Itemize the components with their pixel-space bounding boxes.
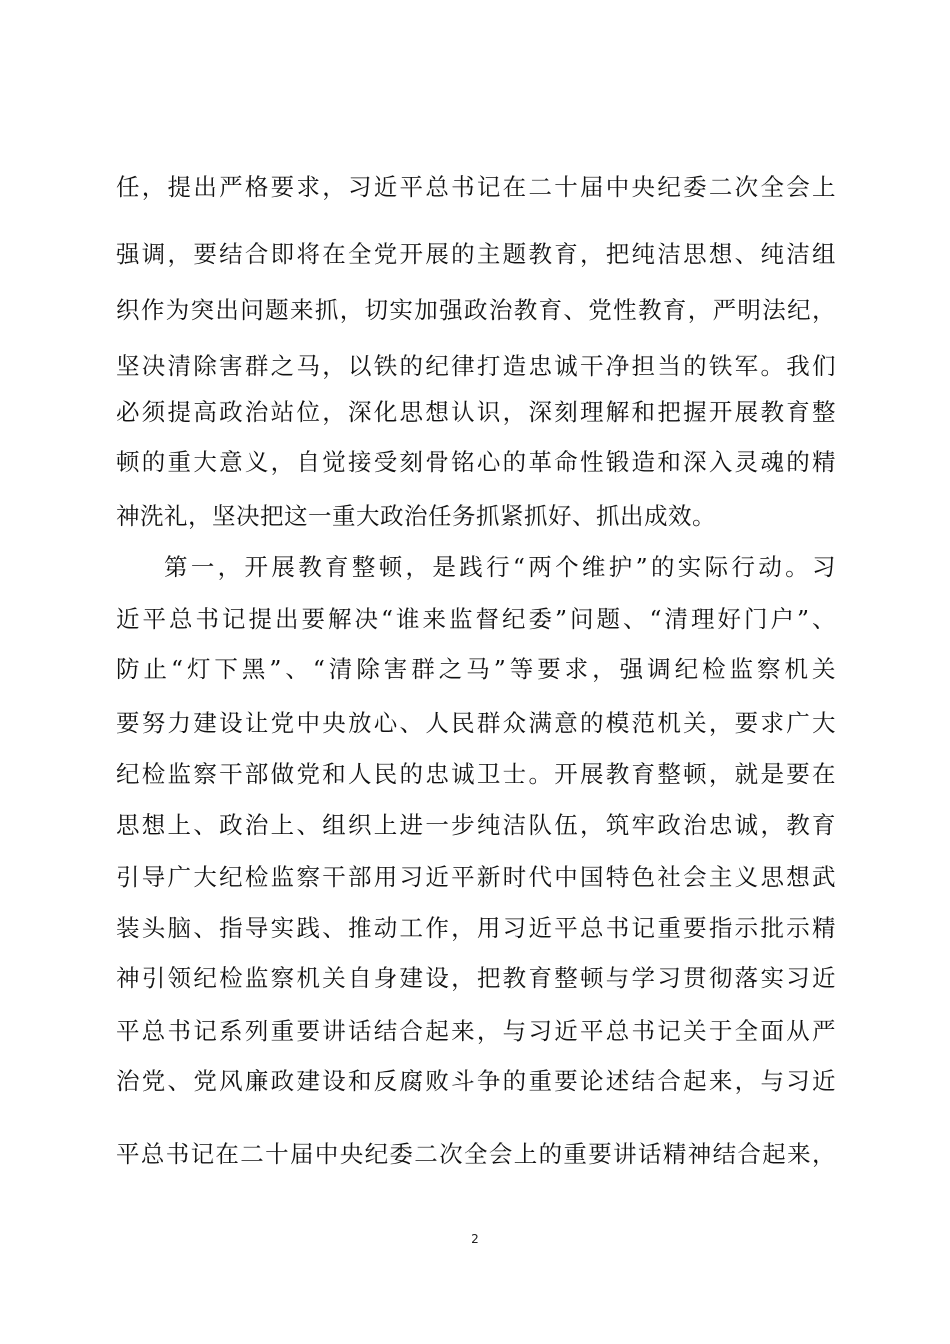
text-line-1: 任，提出严格要求，习近平总书记在二十届中央纪委二次全会上 — [116, 173, 836, 201]
text-line-10: 防止“灯下黑”、“清除害群之马”等要求，强调纪检监察机关 — [116, 655, 836, 683]
text-line-19: 平总书记在二十届中央纪委二次全会上的重要讲话精神结合起来， — [116, 1140, 836, 1168]
text-line-4: 坚决清除害群之马，以铁的纪律打造忠诚干净担当的铁军。我们 — [116, 352, 836, 380]
text-line-18: 治党、党风廉政建设和反腐败斗争的重要论述结合起来，与习近 — [116, 1067, 836, 1095]
page-number: 2 — [471, 1232, 479, 1246]
text-line-15: 装头脑、指导实践、推动工作，用习近平总书记重要指示批示精 — [116, 914, 836, 942]
text-line-12: 纪检监察干部做党和人民的忠诚卫士。开展教育整顿，就是要在 — [116, 760, 836, 788]
paragraph-start-line: 第一，开展教育整顿，是践行“两个维护”的实际行动。习 — [164, 553, 836, 581]
text-line-16: 神引领纪检监察机关自身建设，把教育整顿与学习贯彻落实习近 — [116, 964, 836, 992]
text-line-9: 近平总书记提出要解决“谁来监督纪委”问题、“清理好门户”、 — [116, 605, 836, 633]
text-line-5: 必须提高政治站位，深化思想认识，深刻理解和把握开展教育整 — [116, 398, 836, 426]
text-line-17: 平总书记系列重要讲话结合起来，与习近平总书记关于全面从严 — [116, 1017, 836, 1045]
text-line-11: 要努力建设让党中央放心、人民群众满意的模范机关，要求广大 — [116, 709, 836, 737]
text-line-2: 强调，要结合即将在全党开展的主题教育，把纯洁思想、纯洁组 — [116, 240, 836, 268]
text-line-7: 神洗礼，坚决把这一重大政治任务抓紧抓好、抓出成效。 — [116, 502, 716, 530]
text-line-6: 顿的重大意义，自觉接受刻骨铭心的革命性锻造和深入灵魂的精 — [116, 448, 836, 476]
text-line-3: 织作为突出问题来抓，切实加强政治教育、党性教育，严明法纪， — [116, 296, 836, 324]
text-line-14: 引导广大纪检监察干部用习近平新时代中国特色社会主义思想武 — [116, 863, 836, 891]
text-line-13: 思想上、政治上、组织上进一步纯洁队伍，筑牢政治忠诚，教育 — [116, 811, 836, 839]
